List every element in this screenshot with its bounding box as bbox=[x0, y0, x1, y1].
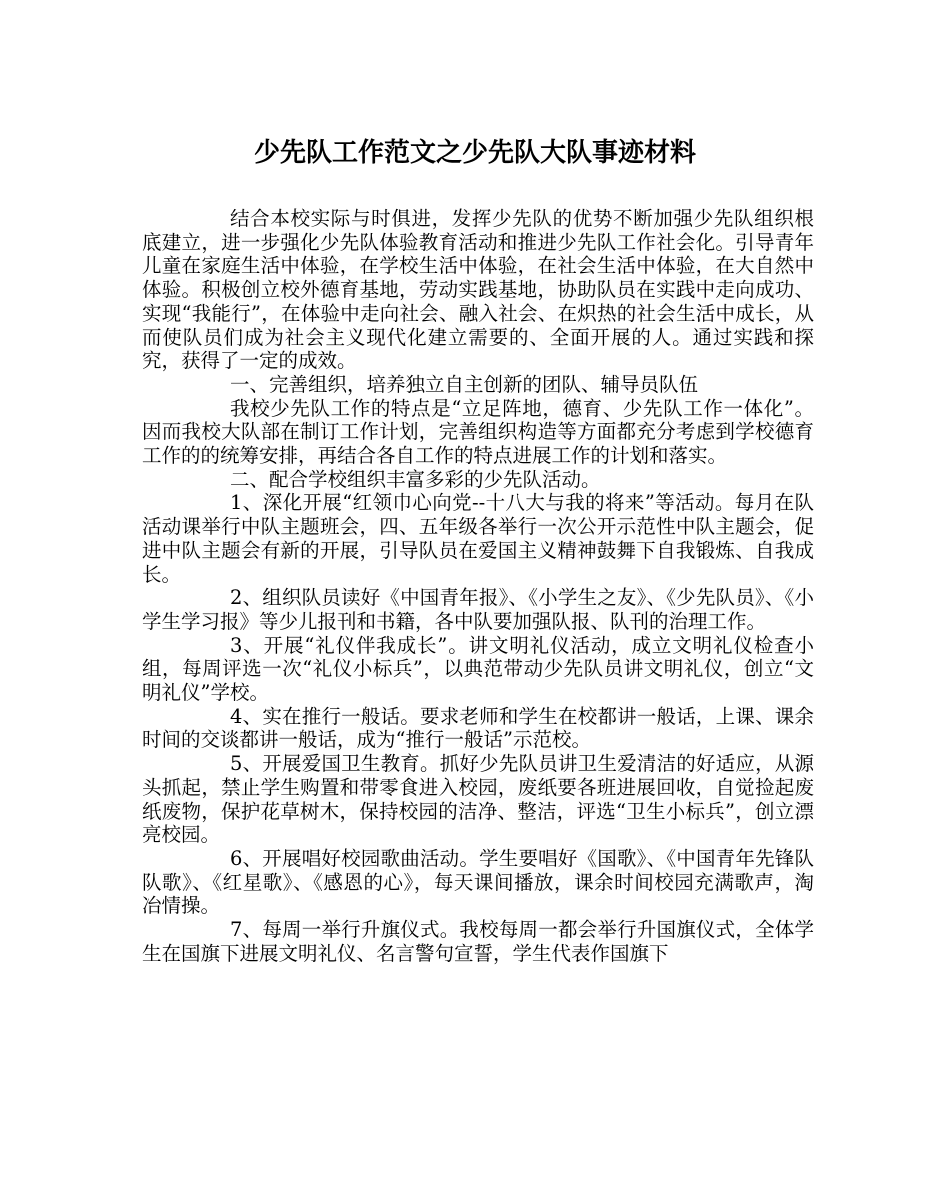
list-item-7: 7、每周一举行升旗仪式。我校每周一都会举行升国旗仪式，全体学生在国旗下进展文明礼仪、名言警句宣誓，学生代表作国旗下 bbox=[142, 918, 814, 965]
paragraph-organization: 我校少先队工作的特点是“立足阵地，德育、少先队工作一体化”。因而我校大队部在制订工作计划，完善组织构造等方面都充分考虑到学校德育工作的的统筹安排，再结合各自工作的特点进展工作的计划和落实。 bbox=[142, 396, 814, 468]
list-item-3: 3、开展“礼仪伴我成长”。讲文明礼仪活动，成立文明礼仪检查小组，每周评选一次“礼仪小标兵”，以典范带动少先队员讲文明礼仪，创立“文明礼仪”学校。 bbox=[142, 633, 814, 705]
section-heading-2: 二、配合学校组织丰富多彩的少先队活动。 bbox=[230, 467, 601, 491]
list-item-5: 5、开展爱国卫生教育。抓好少先队员讲卫生爱清洁的好适应，从源头抓起，禁止学生购置和带零食进入校园，废纸要各班进展回收，自觉捡起废纸废物，保护花草树木，保持校园的洁净、整洁，评选“卫生小标兵”，创立漂亮校园。 bbox=[142, 752, 814, 847]
list-item-4: 4、实在推行一般话。要求老师和学生在校都讲一般话，上课、课余时间的交谈都讲一般话，成为“推行一般话”示范校。 bbox=[142, 704, 814, 752]
list-item-2: 2、组织队员读好《中国青年报》、《小学生之友》、《少先队员》、《小学生学习报》等少儿报刊和书籍，各中队要加强队报、队刊的治理工作。 bbox=[142, 586, 814, 633]
list-item-6: 6、开展唱好校园歌曲活动。学生要唱好《国歌》、《中国青年先锋队队歌》、《红星歌》、《感恩的心》，每天课间播放，课余时间校园充满歌声，淘冶情操。 bbox=[142, 846, 814, 918]
document-body bbox=[142, 207, 814, 966]
paragraph-intro: 结合本校实际与时俱进，发挥少先队的优势不断加强少先队组织根底建立，进一步强化少先队体验教育活动和推进少先队工作社会化。引导青年儿童在家庭生活中体验，在学校生活中体验，在社会生活中体验，在大自然中体验。积极创立校外德育基地，劳动实践基地，协助队员在实践中走向成功、实现“我能行”，在体验中走向社会、融入社会、在炽热的社会生活中成长，从而使队员们成为社会主义现代化建立需要的、全面开展的人。通过实践和探究，获得了一定的成效。 bbox=[142, 207, 814, 373]
list-item-1: 1、深化开展“红领巾心向党--十八大与我的将来”等活动。每月在队活动课举行中队主题班会，四、五年级各举行一次公开示范性中队主题会，促进中队主题会有新的开展，引导队员在爱国主义精神鼓舞下自我锻炼、自我成长。 bbox=[142, 491, 814, 586]
document-title: 少先队工作范文之少先队大队事迹材料 bbox=[253, 138, 696, 168]
section-heading-1: 一、完善组织，培养独立自主创新的团队、辅导员队伍 bbox=[230, 372, 699, 396]
